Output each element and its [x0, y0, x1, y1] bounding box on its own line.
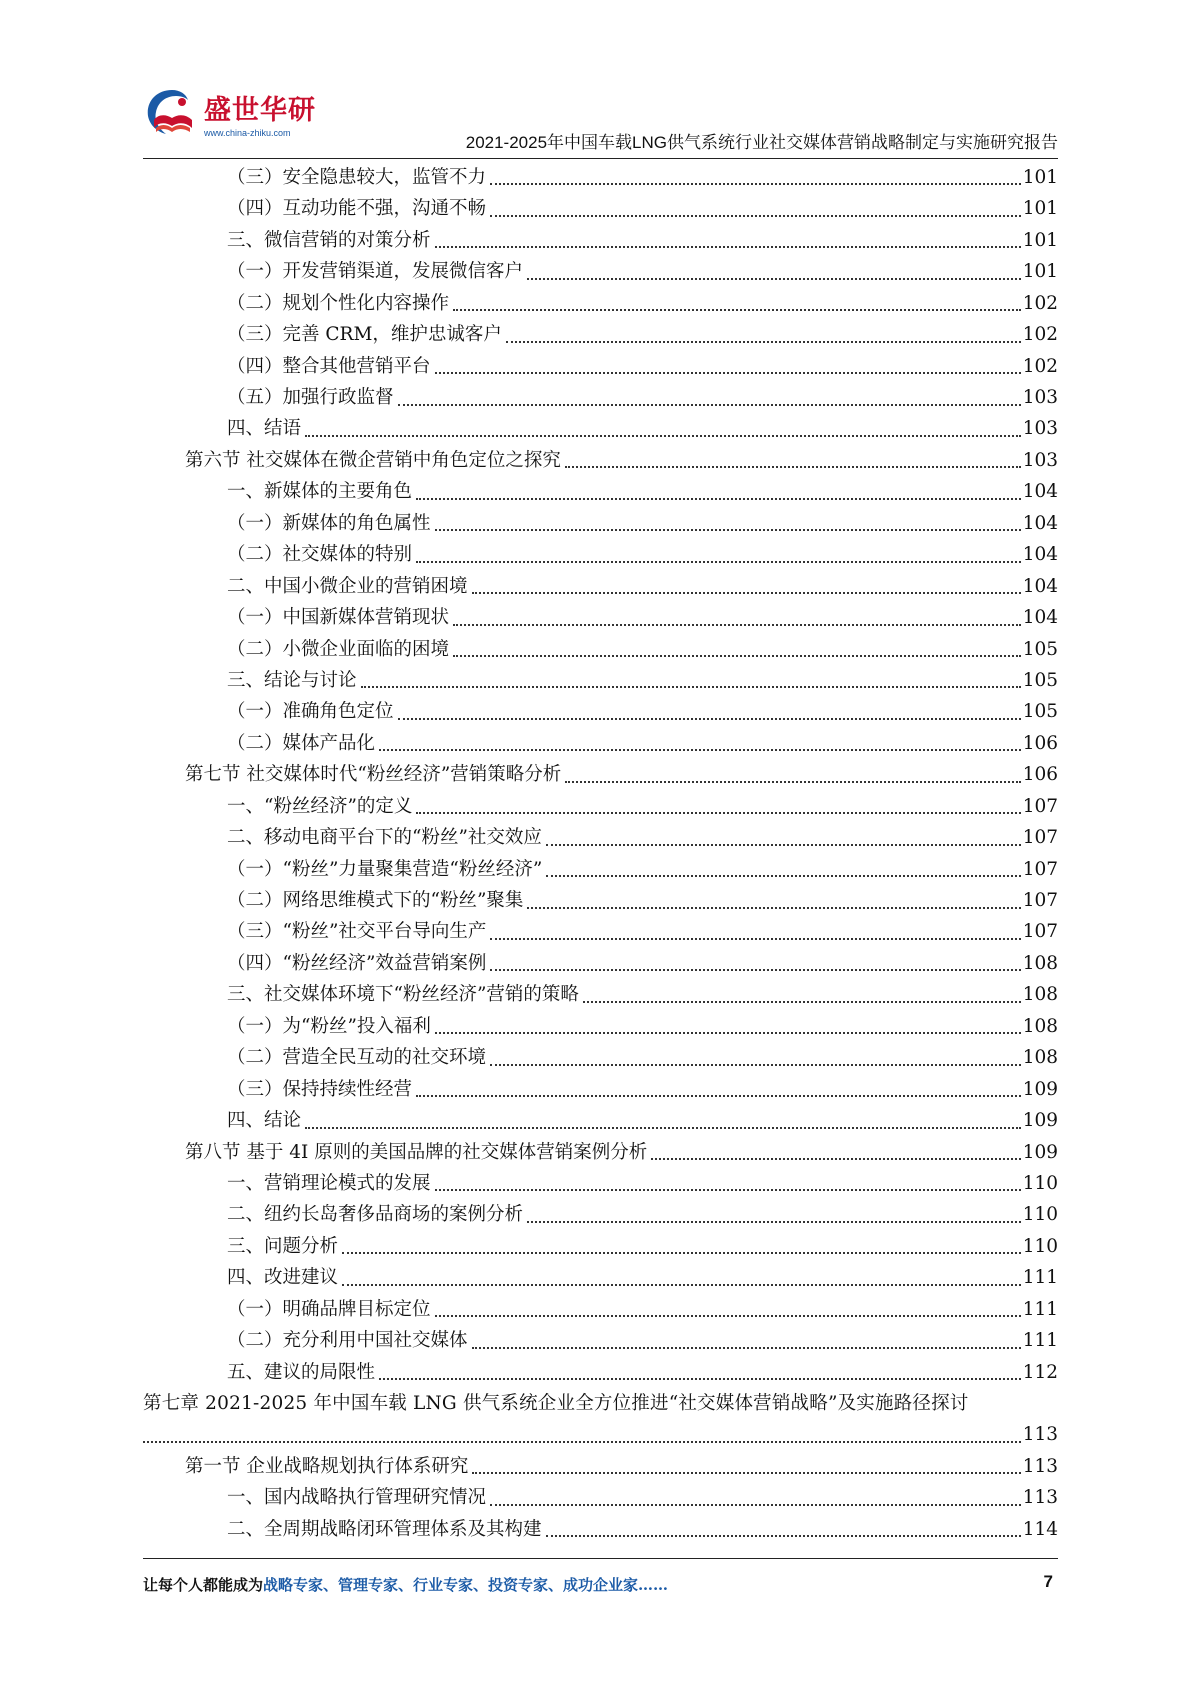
toc-leader-dots [435, 1032, 1021, 1034]
toc-entry[interactable] [143, 822, 1058, 853]
chapter-title: 第七章 2021-2025 年中国车载 LNG 供气系统企业全方位推进“社交媒体营销战略”及实施路径探讨 [143, 1393, 969, 1415]
toc-leader-dots [305, 1127, 1021, 1129]
logo-text: 盛世华研 [204, 95, 316, 126]
toc-entry-title: 四、结论 [227, 1110, 302, 1132]
toc-entry-page: 111 [1022, 1330, 1058, 1352]
header-divider [143, 158, 1058, 159]
toc-entry-title: （二）媒体产品化 [227, 732, 376, 754]
toc-entry-page: 102 [1022, 355, 1058, 377]
toc-leader-dots [565, 466, 1021, 468]
toc-leader-dots [435, 1315, 1021, 1317]
toc-entry-title: （五）加强行政监督 [227, 387, 394, 409]
toc-entry[interactable] [143, 1357, 1058, 1388]
toc-entry-title: 一、“粉丝经济”的定义 [227, 795, 413, 817]
toc-leader-dots [527, 278, 1021, 280]
toc-entry-title: （二）营造全民互动的社交环境 [227, 1047, 487, 1069]
toc-entry-page: 114 [1022, 1518, 1058, 1540]
toc-entry[interactable] [143, 1325, 1058, 1356]
toc-entry-title: 四、改进建议 [227, 1267, 339, 1289]
toc-chapter-entry[interactable] [143, 1388, 1058, 1451]
toc-entry-page: 107 [1022, 827, 1058, 849]
toc-leader-dots [416, 1095, 1021, 1097]
toc-entry[interactable] [143, 759, 1058, 790]
toc-entry-title: 第八节 基于 4I 原则的美国品牌的社交媒体营销案例分析 [185, 1141, 648, 1163]
toc-entry[interactable] [143, 193, 1058, 224]
toc-leader-dots [435, 529, 1021, 531]
report-title: 2021-2025年中国车载LNG供气系统行业社交媒体营销战略制定与实施研究报告 [465, 133, 1058, 152]
toc-entry[interactable] [143, 1294, 1058, 1325]
toc-leader-dots [546, 1535, 1021, 1537]
toc-leader-dots [435, 1189, 1021, 1191]
toc-leader-dots [342, 1252, 1021, 1254]
logo-url: www.china-zhiku.com [204, 128, 291, 138]
toc-entry-page: 101 [1022, 229, 1058, 251]
toc-entry-page: 107 [1022, 795, 1058, 817]
toc-entry-page: 111 [1022, 1267, 1058, 1289]
toc-entry[interactable] [143, 696, 1058, 727]
toc-entry-page: 104 [1022, 607, 1058, 629]
toc-entry-title: （二）规划个性化内容操作 [227, 292, 450, 314]
toc-leader-dots [583, 1001, 1021, 1003]
toc-leader-dots [453, 655, 1021, 657]
toc-entry[interactable] [143, 1137, 1058, 1168]
toc-entry-page: 111 [1022, 1298, 1058, 1320]
toc-leader-dots [143, 1441, 1021, 1443]
toc-entry-title: 二、中国小微企业的营销困境 [227, 575, 468, 597]
toc-entry-page: 102 [1022, 324, 1058, 346]
toc-entry-page: 103 [1022, 418, 1058, 440]
footer-divider [143, 1558, 1058, 1559]
toc-entry-page: 110 [1022, 1235, 1058, 1257]
toc-entry-page: 108 [1022, 1015, 1058, 1037]
toc-leader-dots [490, 1504, 1021, 1506]
toc-entry-page: 101 [1022, 261, 1058, 283]
toc-entry-title: 二、全周期战略闭环管理体系及其构建 [227, 1518, 542, 1540]
toc-entry-title: 一、新媒体的主要角色 [227, 481, 413, 503]
toc-entry[interactable] [143, 414, 1058, 445]
toc-entry[interactable] [143, 162, 1058, 193]
toc-leader-dots [398, 404, 1021, 406]
toc-leader-dots [490, 183, 1021, 185]
toc-entry[interactable] [143, 445, 1058, 476]
toc-entry-page: 105 [1022, 638, 1058, 660]
toc-leader-dots [490, 938, 1020, 940]
toc-entry-page: 103 [1022, 449, 1058, 471]
toc-entry-page: 109 [1022, 1078, 1058, 1100]
toc-entry-page: 105 [1022, 701, 1058, 723]
toc-entry[interactable] [143, 602, 1058, 633]
toc-entry[interactable] [143, 885, 1058, 916]
toc-entry-page: 104 [1022, 512, 1058, 534]
toc-entry-page: 104 [1022, 481, 1058, 503]
toc-entry-page: 113 [1022, 1455, 1058, 1477]
toc-entry-page: 108 [1022, 984, 1058, 1006]
toc-entry-title: （一）新媒体的角色属性 [227, 512, 431, 534]
toc-entry[interactable] [143, 791, 1058, 822]
toc-entry[interactable] [143, 1451, 1058, 1482]
footer-lead: 让每个人都能成为 [143, 1576, 264, 1594]
toc-entry-title: 第七节 社交媒体时代“粉丝经济”营销策略分析 [185, 764, 562, 786]
toc-leader-dots [527, 907, 1020, 909]
toc-leader-dots [416, 812, 1020, 814]
toc-leader-dots [546, 844, 1021, 846]
toc-leader-dots [546, 875, 1020, 877]
toc-entry[interactable] [143, 1105, 1058, 1136]
toc-leader-dots [651, 1158, 1020, 1160]
logo-emblem-icon [142, 84, 202, 144]
toc-entry-title: （二）社交媒体的特别 [227, 544, 413, 566]
toc-entry-page: 108 [1022, 952, 1058, 974]
toc-entry-title: （一）准确角色定位 [227, 701, 394, 723]
toc-leader-dots [565, 781, 1020, 783]
toc-leader-dots [472, 1347, 1021, 1349]
toc-entry[interactable] [143, 382, 1058, 413]
toc-entry[interactable] [143, 665, 1058, 696]
toc-leader-dots [453, 624, 1021, 626]
toc-entry-title: 三、结论与讨论 [227, 669, 357, 691]
toc-leader-dots [490, 215, 1021, 217]
toc-leader-dots [506, 341, 1021, 343]
toc-entry-title: （一）“粉丝”力量聚集营造“粉丝经济” [227, 858, 543, 880]
toc-entry-page: 107 [1022, 921, 1058, 943]
toc-entry[interactable] [143, 1168, 1058, 1199]
toc-entry-title: （四）互动功能不强，沟通不畅 [227, 198, 487, 220]
toc-entry-page: 101 [1022, 198, 1058, 220]
toc-entry-page: 104 [1022, 575, 1058, 597]
toc-entry-title: （二）网络思维模式下的“粉丝”聚集 [227, 890, 524, 912]
toc-entry-page: 110 [1022, 1172, 1058, 1194]
company-logo [142, 84, 342, 146]
toc-leader-dots [472, 1472, 1020, 1474]
toc-leader-dots [416, 498, 1021, 500]
toc-entry-title: 第一节 企业战略规划执行体系研究 [185, 1455, 469, 1477]
toc-leader-dots [416, 561, 1021, 563]
toc-entry-title: 二、纽约长岛奢侈品商场的案例分析 [227, 1204, 524, 1226]
chapter-page: 113 [1022, 1424, 1058, 1446]
toc-entry-page: 107 [1022, 858, 1058, 880]
toc-entry[interactable] [143, 288, 1058, 319]
toc-leader-dots [305, 435, 1021, 437]
toc-entry-title: 五、建议的局限性 [227, 1361, 376, 1383]
toc-leader-dots [379, 749, 1021, 751]
toc-entry-title: 一、营销理论模式的发展 [227, 1172, 431, 1194]
toc-entry[interactable] [143, 508, 1058, 539]
toc-leader-dots [342, 1284, 1021, 1286]
toc-entry-title: （一）中国新媒体营销现状 [227, 607, 450, 629]
toc-entry[interactable] [143, 1074, 1058, 1105]
toc-entry-title: （三）完善 CRM，维护忠诚客户 [227, 324, 502, 346]
page-number: 7 [1043, 1572, 1053, 1591]
toc-leader-dots [490, 1064, 1021, 1066]
toc-entry-title: 三、社交媒体环境下“粉丝经济”营销的策略 [227, 984, 579, 1006]
toc-entry-title: （四）整合其他营销平台 [227, 355, 431, 377]
toc-entry-title: （一）明确品牌目标定位 [227, 1298, 431, 1320]
toc-leader-dots [361, 686, 1021, 688]
toc-entry-page: 106 [1022, 732, 1058, 754]
toc-leader-dots [453, 309, 1021, 311]
toc-entry-title: 四、结语 [227, 418, 302, 440]
toc-leader-dots [472, 592, 1021, 594]
toc-entry-title: （四）“粉丝经济”效益营销案例 [227, 952, 487, 974]
toc-entry-page: 103 [1022, 387, 1058, 409]
toc-entry[interactable] [143, 225, 1058, 256]
toc-entry[interactable] [143, 1514, 1058, 1545]
toc-entry[interactable] [143, 948, 1058, 979]
toc-leader-dots [435, 246, 1021, 248]
toc-entry[interactable] [143, 854, 1058, 885]
toc-leader-dots [398, 718, 1021, 720]
toc-entry-title: （一）为“粉丝”投入福利 [227, 1015, 431, 1037]
toc-entry[interactable] [143, 917, 1058, 948]
toc-entry[interactable] [143, 1231, 1058, 1262]
toc-entry[interactable] [143, 1482, 1058, 1513]
toc-entry[interactable] [143, 539, 1058, 570]
toc-entry-page: 110 [1022, 1204, 1058, 1226]
toc-entry-page: 109 [1022, 1141, 1058, 1163]
toc-entry-page: 104 [1022, 544, 1058, 566]
toc-entry-title: 三、微信营销的对策分析 [227, 229, 431, 251]
toc-leader-dots [435, 372, 1021, 374]
toc-entry[interactable] [143, 979, 1058, 1010]
toc-entry-page: 102 [1022, 292, 1058, 314]
table-of-contents [143, 162, 1058, 1545]
footer-slogan [143, 1574, 668, 1595]
toc-entry-page: 109 [1022, 1110, 1058, 1132]
toc-entry-page: 112 [1022, 1361, 1058, 1383]
toc-entry-title: （三）“粉丝”社交平台导向生产 [227, 921, 487, 943]
toc-entry[interactable] [143, 1199, 1058, 1230]
toc-entry[interactable] [143, 476, 1058, 507]
toc-entry-title: （二）充分利用中国社交媒体 [227, 1330, 468, 1352]
toc-entry-page: 105 [1022, 669, 1058, 691]
toc-entry-title: （三）安全隐患较大，监管不力 [227, 166, 487, 188]
toc-entry-title: （一）开发营销渠道，发展微信客户 [227, 261, 524, 283]
toc-entry-page: 108 [1022, 1047, 1058, 1069]
toc-entry[interactable] [143, 634, 1058, 665]
toc-entry[interactable] [143, 351, 1058, 382]
toc-entry[interactable] [143, 256, 1058, 287]
toc-entry-title: （二）小微企业面临的困境 [227, 638, 450, 660]
toc-entry-title: 二、移动电商平台下的“粉丝”社交效应 [227, 827, 542, 849]
toc-entry[interactable] [143, 319, 1058, 350]
toc-entry-title: 一、国内战略执行管理研究情况 [227, 1487, 487, 1509]
toc-entry-page: 106 [1022, 764, 1058, 786]
footer-highlight: 战略专家、管理专家、行业专家、投资专家、成功企业家…… [263, 1576, 669, 1594]
toc-entry[interactable] [143, 1042, 1058, 1073]
toc-entry[interactable] [143, 1262, 1058, 1293]
toc-entry-page: 113 [1022, 1487, 1058, 1509]
toc-entry[interactable] [143, 571, 1058, 602]
toc-entry-title: 第六节 社交媒体在微企营销中角色定位之探究 [185, 449, 561, 471]
toc-leader-dots [490, 969, 1020, 971]
toc-leader-dots [379, 1378, 1021, 1380]
toc-entry-page: 107 [1022, 890, 1058, 912]
toc-entry[interactable] [143, 1011, 1058, 1042]
toc-entry[interactable] [143, 728, 1058, 759]
toc-leader-dots [527, 1221, 1021, 1223]
toc-entry-page: 101 [1022, 166, 1058, 188]
toc-entry-title: （三）保持持续性经营 [227, 1078, 413, 1100]
toc-entry-title: 三、问题分析 [227, 1235, 339, 1257]
